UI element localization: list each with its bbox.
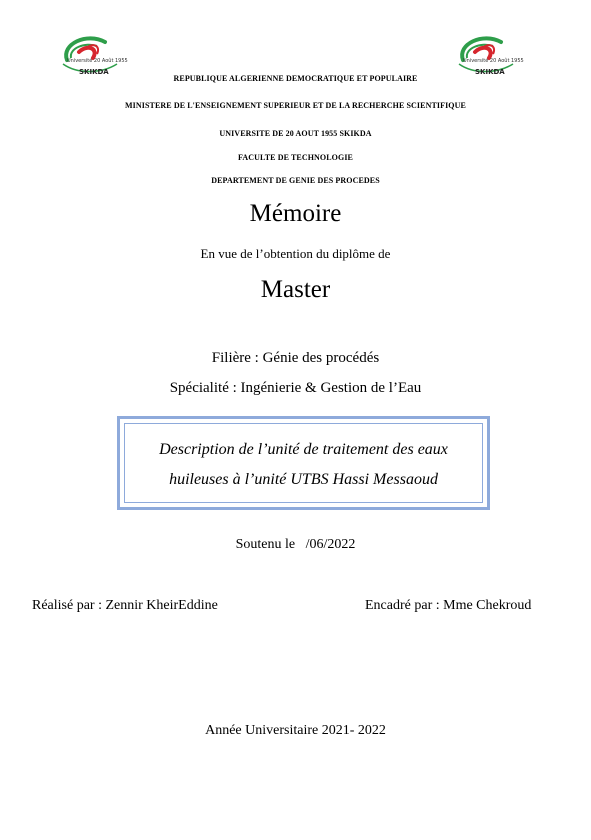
document-type-title: Mémoire: [249, 200, 342, 227]
faculty-header: FACULTE DE TECHNOLOGIE: [238, 153, 353, 162]
university-header: UNIVERSITE DE 20 AOUT 1955 SKIKDA: [219, 129, 372, 138]
defense-date: Soutenu le /06/2022: [235, 537, 356, 552]
logo-text-top: Université 20 Août 1955: [67, 58, 128, 64]
thesis-title-line-1: Description de l’unité de traitement des eaux: [159, 441, 448, 458]
field-of-study: Filière : Génie des procédés: [211, 350, 380, 366]
author-line: Réalisé par : Zennir KheirEddine: [32, 598, 218, 613]
republic-header: REPUBLIQUE ALGERIENNE DEMOCRATIQUE ET POPULAIRE: [173, 74, 418, 83]
thesis-title-line-2: huileuses à l’unité UTBS Hassi Messaoud: [169, 471, 438, 488]
diploma-purpose: En vue de l’obtention du diplôme de: [200, 246, 391, 261]
logo-text-bottom: SKIKDA: [475, 68, 505, 76]
logo-text-bottom: SKIKDA: [79, 68, 109, 76]
thesis-title: [120, 435, 487, 495]
department-header: DEPARTEMENT DE GENIE DES PROCEDES: [211, 176, 380, 185]
degree-title: Master: [260, 276, 331, 303]
logo-text-top: Université 20 Août 1955: [463, 58, 524, 64]
supervisor-line: Encadré par : Mme Chekroud: [365, 598, 532, 613]
thesis-title-box: [117, 416, 490, 510]
specialty: Spécialité : Ingénierie & Gestion de l’Eau: [169, 380, 422, 396]
academic-year: Année Universitaire 2021- 2022: [205, 723, 386, 738]
ministry-header: MINISTERE DE L'ENSEIGNEMENT SUPERIEUR ET DE LA RECHERCHE SCIENTIFIQUE: [125, 101, 466, 110]
